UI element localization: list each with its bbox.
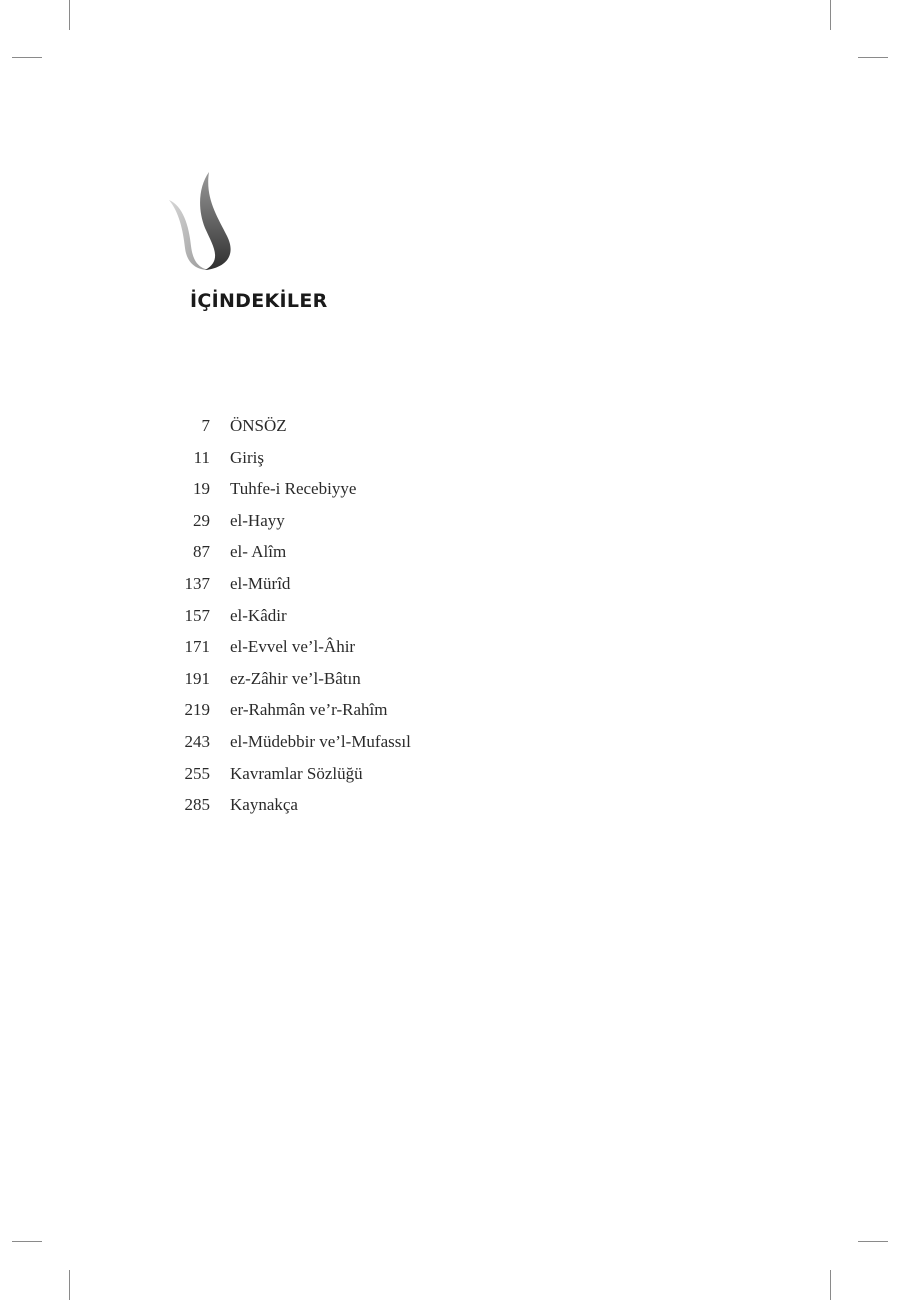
toc-title: el-Mürîd (230, 573, 291, 593)
toc-page-number: 19 (193, 479, 210, 499)
toc-page-number: 137 (184, 573, 210, 593)
crop-mark-bottom-right (830, 1270, 831, 1300)
toc-entry[interactable] (160, 446, 411, 478)
toc-heading: İÇİNDEKİLER (190, 290, 328, 312)
toc-entry[interactable] (160, 762, 411, 794)
toc-title: el-Müdebbir ve’l-Mufassıl (230, 731, 411, 751)
toc-title: el-Evvel ve’l-Âhir (230, 637, 356, 657)
toc-page-number: 171 (184, 637, 210, 657)
toc-entry[interactable] (160, 698, 411, 730)
toc-title: Giriş (230, 447, 264, 467)
crop-mark-top-right (830, 0, 831, 30)
toc-entry[interactable] (160, 414, 411, 446)
table-of-contents (160, 414, 411, 825)
toc-entry[interactable] (160, 730, 411, 762)
toc-entry[interactable] (160, 540, 411, 572)
crop-mark-right-bottom (858, 1241, 888, 1242)
toc-entry[interactable] (160, 477, 411, 509)
toc-title: el-Hayy (230, 510, 285, 530)
toc-entry[interactable] (160, 604, 411, 636)
crop-mark-top-left (69, 0, 70, 30)
toc-title: Tuhfe-i Recebiyye (230, 479, 357, 499)
tulip-flame-ornament-icon (165, 168, 240, 276)
toc-entry[interactable] (160, 635, 411, 667)
toc-entry[interactable] (160, 667, 411, 699)
crop-mark-bottom-left (69, 1270, 70, 1300)
crop-mark-left-bottom (12, 1241, 42, 1242)
toc-page-number: 243 (184, 731, 210, 751)
toc-title: el-Kâdir (230, 605, 287, 625)
toc-page-number: 219 (184, 700, 210, 720)
toc-page-number: 29 (193, 510, 210, 530)
toc-page-number: 7 (201, 416, 210, 435)
toc-page-number: 157 (184, 605, 210, 625)
toc-page-number: 191 (184, 668, 210, 688)
toc-entry[interactable] (160, 793, 411, 825)
toc-title: el- Alîm (230, 542, 287, 562)
crop-mark-right-top (858, 57, 888, 58)
toc-entry[interactable] (160, 509, 411, 541)
crop-mark-left-top (12, 57, 42, 58)
toc-title: ez-Zâhir ve’l-Bâtın (230, 668, 361, 688)
toc-entry[interactable] (160, 572, 411, 604)
toc-title: Kaynakça (230, 795, 298, 815)
toc-page-number: 255 (184, 763, 210, 783)
toc-title: Kavramlar Sözlüğü (230, 763, 363, 783)
toc-title: er-Rahmân ve’r-Rahîm (230, 700, 388, 720)
toc-title: ÖNSÖZ (230, 416, 287, 435)
toc-page-number: 11 (193, 447, 210, 467)
toc-page-number: 285 (184, 795, 210, 815)
toc-page-number: 87 (193, 542, 210, 562)
